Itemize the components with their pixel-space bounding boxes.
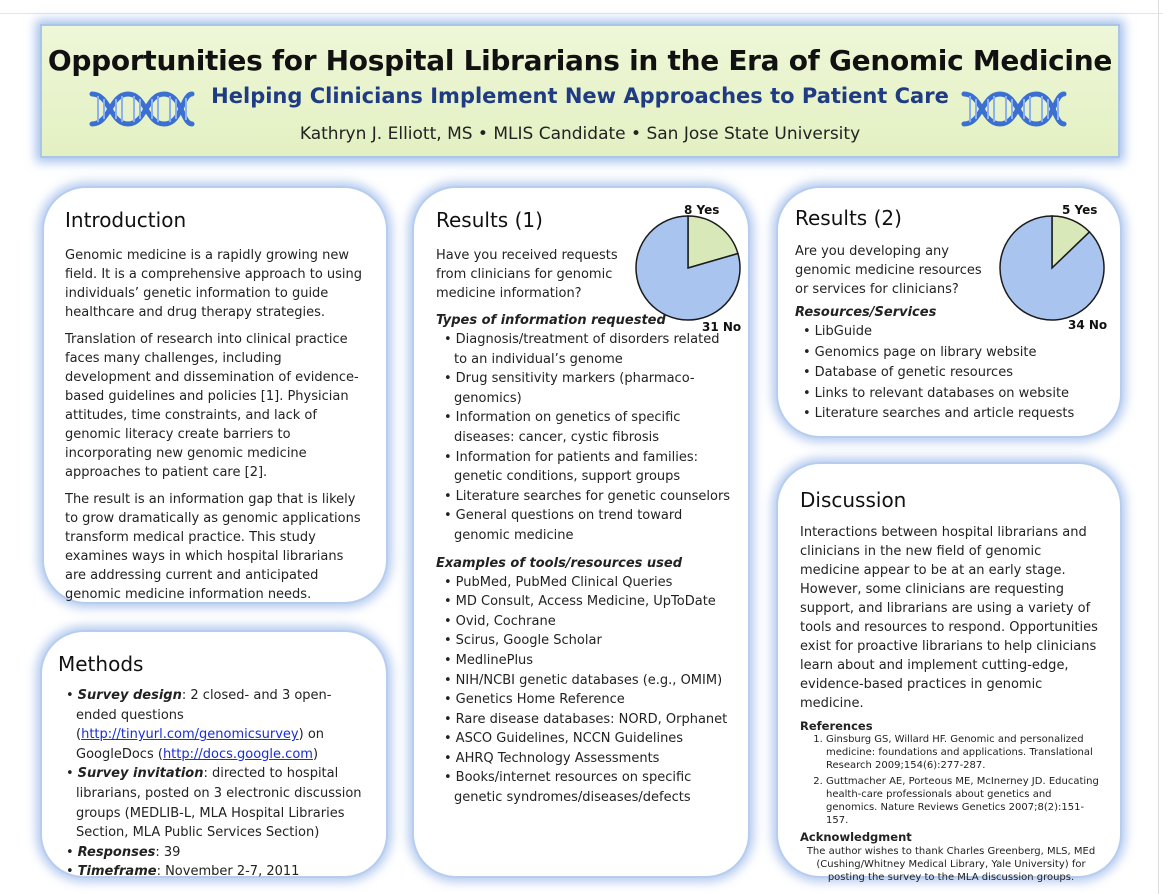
results2-question: Are you developing any genomic medicine resources or services for clinicians? (795, 244, 982, 297)
references-heading: References (800, 719, 873, 733)
list-item: • Links to relevant databases on website (795, 384, 1108, 405)
timeframe-text: : November 2-7, 2011 (156, 864, 300, 880)
survey-design-text: ) (312, 746, 319, 762)
list-item: • MD Consult, Access Medicine, UpToDate (436, 592, 736, 612)
googledocs-link[interactable]: http://docs.google.com (162, 746, 313, 762)
list-item: • Genetics Home Reference (436, 690, 736, 710)
list-item (58, 764, 372, 842)
introduction-panel (42, 186, 388, 604)
survey-invitation-text: : directed to hospital librarians, posted on 3 electronic discussion groups (MEDLIB-L, MLA Hospital Libraries Section, MLA Public Services Section) (76, 766, 362, 841)
methods-heading: Methods (58, 652, 144, 676)
list-item: • Ovid, Cochrane (436, 612, 736, 632)
list-item: • Literature searches and article requests (795, 404, 1108, 425)
list-item: • Rare disease databases: NORD, Orphanet (436, 710, 736, 730)
list-item (58, 686, 372, 764)
methods-list (58, 686, 372, 882)
pie-label-yes: 5 Yes (1062, 203, 1098, 217)
poster-authors: Kathryn J. Elliott, MS • MLIS Candidate • San Jose State University (299, 124, 861, 144)
poster-title: Opportunities for Hospital Librarians in the Era of Genomic Medicine (47, 44, 1113, 77)
survey-design-label: Survey design (77, 688, 182, 703)
list-item: • PubMed, PubMed Clinical Queries (436, 573, 736, 593)
discussion-heading: Discussion (800, 488, 907, 512)
reference-item: 1. Ginsburg GS, Willard HF. Genomic and personalized medicine: foundations and applications. Translational Research 2009;154(6):277-287. (826, 733, 1102, 772)
tools-heading: Examples of tools/resources used (436, 555, 683, 571)
introduction-paragraph: Genomic medicine is a rapidly growing new field. It is a comprehensive approach to using individuals’ genetic information to guide healthcare and drug therapy strategies. (65, 248, 363, 320)
list-item: • General questions on trend toward genomic medicine (436, 506, 736, 545)
list-item: • MedlinePlus (436, 651, 736, 671)
results1-question: Have you received requests from clinicians for genomic medicine information? (436, 248, 618, 301)
survey-invitation-label: Survey invitation (77, 766, 204, 782)
list-item: • Information on genetics of specific diseases: cancer, cystic fibrosis (436, 408, 736, 447)
methods-panel (40, 630, 388, 878)
responses-text: : 39 (155, 844, 181, 860)
reference-item: 2. Guttmacher AE, Porteous ME, McInerney JD. Educating health-care professionals about genetics and genomics. Nature Reviews Genetics 2007;8(2):151-157. (826, 775, 1102, 827)
list-item: • Books/internet resources on specific genetic syndromes/diseases/defects (436, 768, 736, 807)
list-item: • AHRQ Technology Assessments (436, 749, 736, 769)
survey-design-text: ) on GoogleDocs ( (76, 727, 325, 762)
resources-heading: Resources/Services (795, 305, 937, 320)
poster-header (40, 24, 1120, 158)
tools-list (436, 573, 736, 808)
types-list (436, 330, 736, 546)
results1-panel (412, 186, 750, 878)
list-item: • Database of genetic resources (795, 363, 1108, 384)
list-item: • ASCO Guidelines, NCCN Guidelines (436, 729, 736, 749)
acknowledgment-heading: Acknowledgment (800, 830, 912, 844)
list-item: • Drug sensitivity markers (pharmaco-genomics) (436, 369, 736, 408)
responses-label: Responses (77, 844, 156, 860)
dna-helix-icon (88, 86, 196, 132)
pie-label-no: 31 No (702, 320, 742, 334)
page-top-edge (0, 0, 1163, 14)
discussion-panel (776, 462, 1122, 883)
list-item: • Diagnosis/treatment of disorders related to an individual’s genome (436, 330, 736, 369)
results1-heading: Results (1) (436, 208, 543, 232)
results2-pie-chart (984, 200, 1120, 340)
pie-label-no: 34 No (1068, 318, 1108, 332)
list-item: • Genomics page on library website (795, 343, 1108, 364)
dna-helix-icon (960, 86, 1068, 132)
results1-pie-chart (620, 200, 756, 340)
list-item: • Information for patients and families: genetic conditions, support groups (436, 448, 736, 487)
discussion-text: Interactions between hospital librarians and clinicians in the new field of genomic medicine appear to be at an early stage. However, some clinicians are requesting support, and librarians are using a variety of tools and resources to respond. Opportunities exist for proactive librarians to help clinicians learn about and implement cutting-edge, evidence-based practices in genomic medicine. (800, 525, 1098, 711)
results2-heading: Results (2) (795, 206, 902, 230)
poster-subtitle: Helping Clinicians Implement New Approaches to Patient Care (211, 84, 949, 108)
pie-label-yes: 8 Yes (684, 203, 720, 217)
references-list (800, 733, 1102, 827)
list-item (58, 843, 372, 863)
survey-design-text: : 2 closed- and 3 open-ended questions ( (76, 688, 332, 743)
introduction-paragraph: The result is an information gap that is likely to grow dramatically as genomic applications transform medical practice. This study examines ways in which hospital librarians are addressing current and anticipated genomic medicine information needs. (65, 492, 361, 602)
list-item: • Literature searches for genetic counselors (436, 487, 736, 507)
types-heading: Types of information requested (436, 313, 666, 328)
survey-link[interactable]: http://tinyurl.com/genomicsurvey (81, 727, 299, 743)
acknowledgment-text: The author wishes to thank Charles Greenberg, MLS, MEd (Cushing/Whitney Medical Library, Yale University) for posting the survey to the MLA discussion groups. (806, 846, 1096, 883)
list-item: • NIH/NCBI genetic databases (e.g., OMIM) (436, 671, 736, 691)
timeframe-label: Timeframe (77, 864, 157, 880)
list-item: • Scirus, Google Scholar (436, 631, 736, 651)
introduction-heading: Introduction (65, 208, 187, 232)
page-right-edge (1158, 0, 1159, 894)
list-item: • LibGuide (795, 322, 1108, 343)
list-item (58, 862, 372, 882)
introduction-paragraph: Translation of research into clinical practice faces many challenges, including development and dissemination of evidence-based guidelines and policies [1]. Physician attitudes, time constraints, and lack of genomic literacy create barriers to incorporating new genomic medicine approaches to patient care [2]. (65, 332, 359, 480)
results2-panel (776, 186, 1122, 438)
